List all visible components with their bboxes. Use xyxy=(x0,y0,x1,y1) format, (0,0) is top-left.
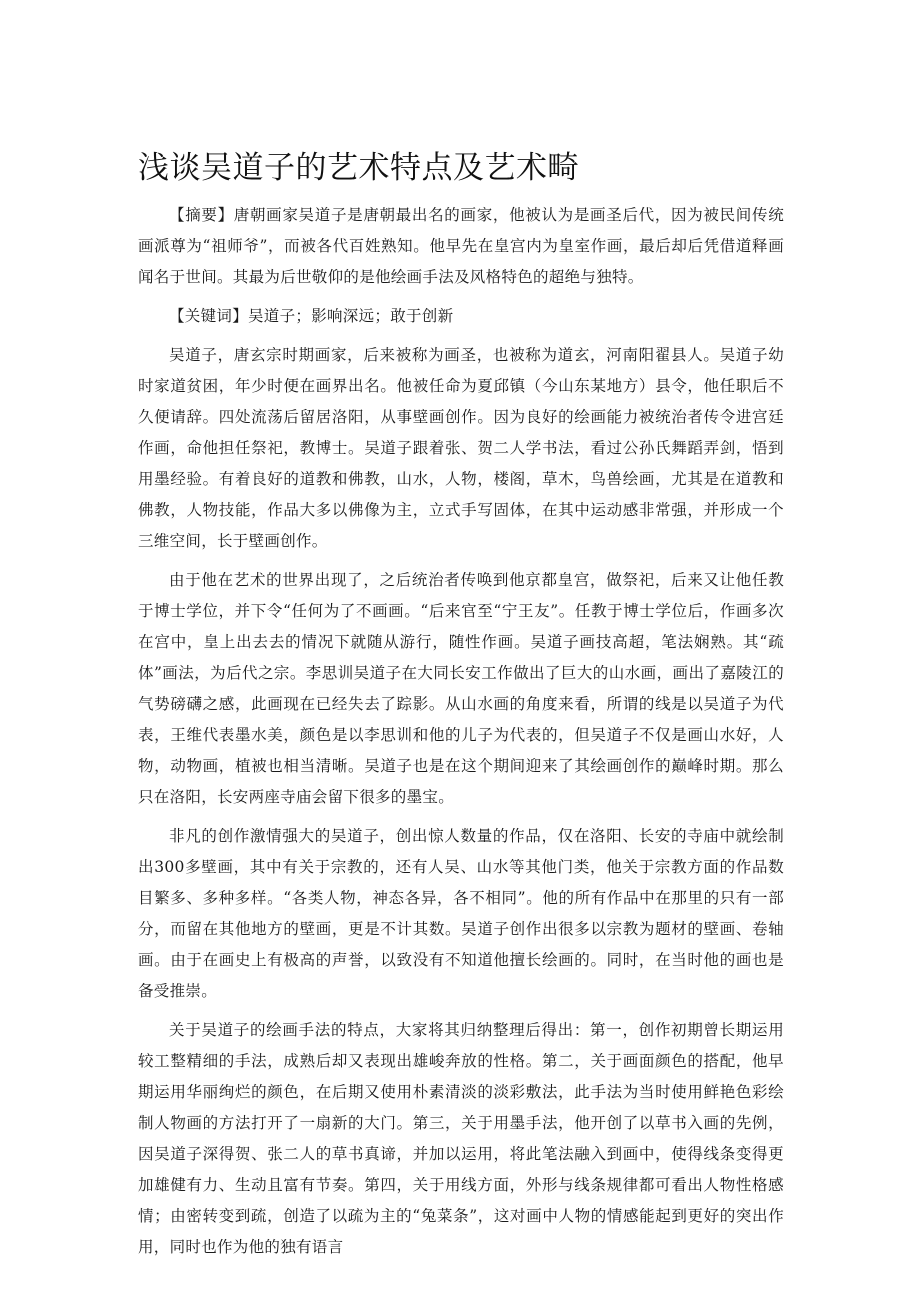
keywords-paragraph: 【关键词】吴道子；影响深远；敢于创新 xyxy=(169,307,454,325)
body-paragraph-1: 吴道子，唐玄宗时期画家，后来被称为画圣，也被称为道玄，河南阳翟县人。吴道子幼时家道贫困，年少时便在画界出名。他被任命为夏邱镇（今山东某地方）县令，他任职后不久便请辞。四处流荡后留居洛阳，从事壁画创作。因为良好的绘画能力被统治者传令进宫廷作画，命他担任祭祀，教博士。吴道子跟着张、贺二人学书法，看过公孙氏舞蹈弄剑，悟到用墨经验。有着良好的道教和佛教，山水，人物，楼阁，草木，鸟兽绘画，尤其是在道教和佛教，人物技能，作品大多以佛像为主，立式手写固体，在其中运动感非常强，并形成一个三维空间，长于壁画创作。 xyxy=(138,346,784,550)
body-paragraph-2: 由于他在艺术的世界出现了，之后统治者传唤到他京都皇宫，做祭祀，后来又让他任教于博士学位，并下令“任何为了不画画。“后来官至“宁王友”。任教于博士学位后，作画多次在宫中，皇上出去去的情况下就随从游行，随性作画。吴道子画技高超，笔法娴熟。其“疏体”画法，为后代之宗。李思训吴道子在大同长安工作做出了巨大的山水画，画出了嘉陵江的气势磅礴之感，此画现在已经失去了踪影。从山水画的角度来看，所谓的线是以吴道子为代表，王维代表墨水美，颜色是以李思训和他的儿子为代表的，但吴道子不仅是画山水好，人物，动物画，植被也相当清晰。吴道子也是在这个期间迎来了其绘画创作的巅峰时期。那么只在洛阳，长安两座寺庙会留下很多的墨宝。 xyxy=(138,571,784,806)
abstract-paragraph: 【摘要】唐朝画家吴道子是唐朝最出名的画家，他被认为是画圣后代，因为被民间传统画派尊为“祖师爷”，而被各代百姓熟知。他早先在皇宫内为皇室作画，最后却后凭借道释画闻名于世间。其最为后世敬仰的是他绘画手法及风格特色的超绝与独特。 xyxy=(138,206,784,286)
document-body xyxy=(138,200,784,1271)
document-title: 浅谈吴道子的艺术特点及艺术畸 xyxy=(138,150,579,186)
body-paragraph-4: 关于吴道子的绘画手法的特点，大家将其归纳整理后得出：第一，创作初期曾长期运用较工整精细的手法，成熟后却又表现出雄峻奔放的性格。第二，关于画面颜色的搭配，他早期运用华丽绚烂的颜色，在后期又使用朴素清淡的淡彩敷法，此手法为当时使用鲜艳色彩绘制人物画的方法打开了一扇新的大门。第三，关于用墨手法，他开创了以草书入画的先例，因吴道子深得贺、张二人的草书真谛，并加以运用，将此笔法融入到画中，使得线条变得更加雄健有力、生动且富有节奏。第四，关于用线方面，外形与线条规律都可看出人物性格感情；由密转变到疏，创造了以疏为主的“兔菜条”，这对画中人物的情感能起到更好的突出作用，同时也作为他的独有语言 xyxy=(138,1021,784,1256)
body-paragraph-3: 非凡的创作激情强大的吴道子，创出惊人数量的作品，仅在洛阳、长安的寺庙中就绘制出300多壁画，其中有关于宗教的，还有人吴、山水等其他门类，他关于宗教方面的作品数目繁多、多种多样。“各类人物，神态各异，各不相同”。他的所有作品中在那里的只有一部分，而留在其他地方的壁画，更是不计其数。吴道子创作出很多以宗教为题材的壁画、卷轴画。由于在画史上有极高的声誉，以致没有不知道他擅长绘画的。同时，在当时他的画也是备受推崇。 xyxy=(138,827,784,1000)
